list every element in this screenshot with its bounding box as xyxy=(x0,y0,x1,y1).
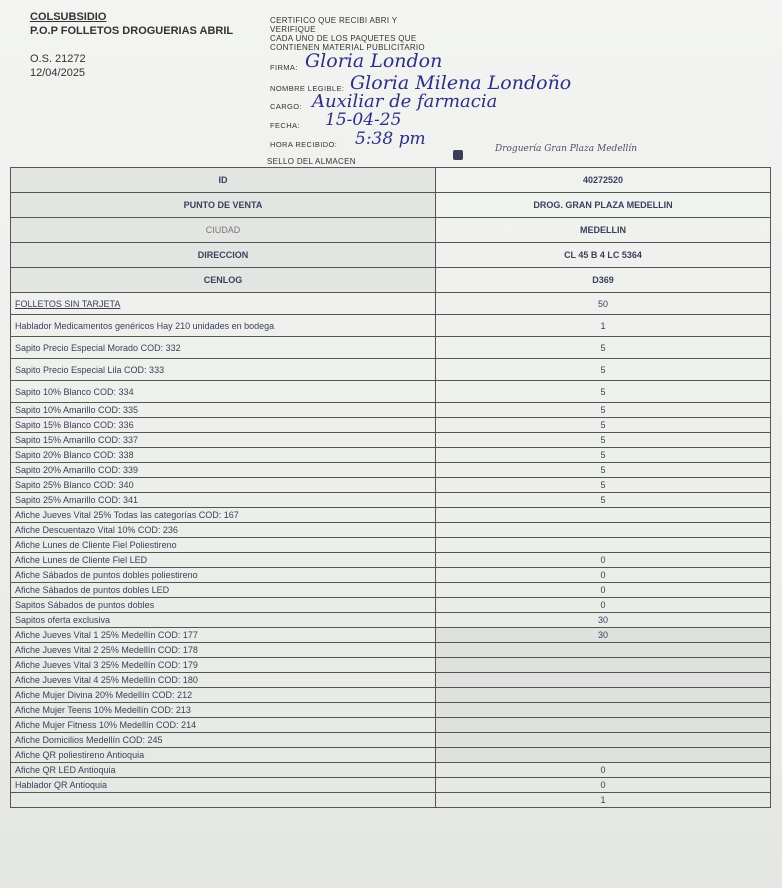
table-row xyxy=(11,688,771,703)
table-row xyxy=(11,538,771,553)
item-name: Afiche Mujer Fitness 10% Medellín COD: 214 xyxy=(11,718,436,733)
table-row xyxy=(11,337,771,359)
item-name: Afiche Jueves Vital 2 25% Medellín COD: 178 xyxy=(11,643,436,658)
cert-line: CADA UNO DE LOS PAQUETES QUE xyxy=(270,34,417,43)
item-quantity xyxy=(436,748,771,763)
summary-label: CIUDAD xyxy=(11,218,436,243)
item-quantity xyxy=(436,538,771,553)
cert-line: CONTIENEN MATERIAL PUBLICITARIO xyxy=(270,43,425,52)
summary-row xyxy=(11,193,771,218)
table-row xyxy=(11,463,771,478)
item-quantity: 0 xyxy=(436,583,771,598)
table-row xyxy=(11,381,771,403)
item-quantity: 5 xyxy=(436,463,771,478)
table-row xyxy=(11,493,771,508)
item-name: Afiche Jueves Vital 3 25% Medellín COD: 179 xyxy=(11,658,436,673)
item-quantity: 5 xyxy=(436,478,771,493)
item-quantity: 0 xyxy=(436,553,771,568)
item-quantity: 5 xyxy=(436,381,771,403)
fecha-label: FECHA: xyxy=(270,121,300,130)
table-row xyxy=(11,613,771,628)
item-quantity: 5 xyxy=(436,418,771,433)
hora-value: 5:38 pm xyxy=(355,129,426,149)
item-quantity xyxy=(436,718,771,733)
table-row xyxy=(11,315,771,337)
item-quantity xyxy=(436,688,771,703)
item-name: Afiche QR poliestireno Antioquia xyxy=(11,748,436,763)
summary-row xyxy=(11,168,771,193)
document-date: 12/04/2025 xyxy=(30,67,86,79)
document-subtitle: P.O.P FOLLETOS DROGUERIAS ABRIL xyxy=(30,25,234,37)
cert-line: CERTIFICO QUE RECIBI ABRI Y xyxy=(270,16,398,25)
table-row xyxy=(11,673,771,688)
firma-label: FIRMA: xyxy=(270,63,298,72)
table-row xyxy=(11,748,771,763)
item-quantity: 1 xyxy=(436,315,771,337)
hora-label: HORA RECIBIDO: xyxy=(270,140,338,149)
item-name: Sapito 15% Amarillo COD: 337 xyxy=(11,433,436,448)
item-quantity xyxy=(436,703,771,718)
table-row xyxy=(11,628,771,643)
table-row xyxy=(11,523,771,538)
cargo-label: CARGO: xyxy=(270,102,302,111)
item-name: Sapitos oferta exclusiva xyxy=(11,613,436,628)
item-name: Afiche Descuentazo Vital 10% COD: 236 xyxy=(11,523,436,538)
summary-label: CENLOG xyxy=(11,268,436,293)
item-quantity: 0 xyxy=(436,763,771,778)
store-stamp: Droguería Gran Plaza Medellín xyxy=(495,144,638,154)
fecha-value: 15-04-25 xyxy=(325,110,402,130)
stamp-logo-icon xyxy=(453,150,463,160)
summary-label: DIRECCION xyxy=(11,243,436,268)
summary-value: DROG. GRAN PLAZA MEDELLIN xyxy=(436,193,771,218)
item-quantity: 5 xyxy=(436,359,771,381)
item-name: Sapito 20% Amarillo COD: 339 xyxy=(11,463,436,478)
summary-value: 40272520 xyxy=(436,168,771,193)
item-name: Sapito 20% Blanco COD: 338 xyxy=(11,448,436,463)
item-quantity: 5 xyxy=(436,337,771,359)
item-name: Hablador Medicamentos genéricos Hay 210 unidades en bodega xyxy=(11,315,436,337)
item-name: Sapitos Sábados de puntos dobles xyxy=(11,598,436,613)
certificate-text xyxy=(270,16,425,52)
item-name: Afiche Mujer Divina 20% Medellín COD: 212 xyxy=(11,688,436,703)
table-row xyxy=(11,733,771,748)
item-name: Afiche Sábados de puntos dobles LED xyxy=(11,583,436,598)
item-quantity: 0 xyxy=(436,568,771,583)
item-name: Sapito 25% Blanco COD: 340 xyxy=(11,478,436,493)
summary-row xyxy=(11,268,771,293)
table-row xyxy=(11,793,771,808)
item-name: Afiche Sábados de puntos dobles poliestireno xyxy=(11,568,436,583)
order-number: O.S. 21272 xyxy=(30,53,86,65)
table-row xyxy=(11,478,771,493)
table-row xyxy=(11,583,771,598)
item-quantity xyxy=(436,733,771,748)
table-row xyxy=(11,359,771,381)
item-quantity: 0 xyxy=(436,778,771,793)
item-name: FOLLETOS SIN TARJETA xyxy=(11,293,436,315)
summary-value: MEDELLIN xyxy=(436,218,771,243)
summary-label: PUNTO DE VENTA xyxy=(11,193,436,218)
table-row xyxy=(11,658,771,673)
table-row xyxy=(11,718,771,733)
item-name: Afiche QR LED Antioquia xyxy=(11,763,436,778)
item-name: Afiche Lunes de Cliente Fiel LED xyxy=(11,553,436,568)
item-quantity: 30 xyxy=(436,628,771,643)
item-name: Sapito 10% Amarillo COD: 335 xyxy=(11,403,436,418)
item-name: Sapito 25% Amarillo COD: 341 xyxy=(11,493,436,508)
table-row xyxy=(11,448,771,463)
item-quantity: 5 xyxy=(436,403,771,418)
table-row xyxy=(11,433,771,448)
item-quantity: 5 xyxy=(436,493,771,508)
item-name: Hablador QR Antioquia xyxy=(11,778,436,793)
table-row xyxy=(11,643,771,658)
table-row xyxy=(11,553,771,568)
cargo-value: Auxiliar de farmacia xyxy=(312,91,498,112)
item-quantity xyxy=(436,508,771,523)
item-quantity: 50 xyxy=(436,293,771,315)
nombre-value: Gloria Milena Londoño xyxy=(350,72,572,94)
table-row xyxy=(11,703,771,718)
table-row xyxy=(11,508,771,523)
summary-row xyxy=(11,243,771,268)
table-row xyxy=(11,293,771,315)
firma-signature: Gloria London xyxy=(305,50,443,72)
header-block xyxy=(30,10,233,80)
item-quantity: 5 xyxy=(436,433,771,448)
summary-row xyxy=(11,218,771,243)
item-quantity: 5 xyxy=(436,448,771,463)
table-row xyxy=(11,778,771,793)
item-name xyxy=(11,793,436,808)
summary-value: CL 45 B 4 LC 5364 xyxy=(436,243,771,268)
item-name: Afiche Jueves Vital 1 25% Medellín COD: 177 xyxy=(11,628,436,643)
nombre-label: NOMBRE LEGIBLE: xyxy=(270,84,345,93)
item-quantity: 30 xyxy=(436,613,771,628)
item-quantity: 1 xyxy=(436,793,771,808)
table-row xyxy=(11,598,771,613)
item-name: Afiche Mujer Teens 10% Medellín COD: 213 xyxy=(11,703,436,718)
summary-label: ID xyxy=(11,168,436,193)
company-name: COLSUBSIDIO xyxy=(30,11,107,23)
item-name: Sapito 10% Blanco COD: 334 xyxy=(11,381,436,403)
table-body xyxy=(11,168,771,808)
summary-value: D369 xyxy=(436,268,771,293)
sello-label: SELLO DEL ALMACEN xyxy=(267,157,356,166)
item-quantity xyxy=(436,673,771,688)
table-row xyxy=(11,568,771,583)
item-name: Afiche Jueves Vital 4 25% Medellín COD: 180 xyxy=(11,673,436,688)
item-quantity xyxy=(436,658,771,673)
item-name: Sapito 15% Blanco COD: 336 xyxy=(11,418,436,433)
item-name: Afiche Jueves Vital 25% Todas las categorías COD: 167 xyxy=(11,508,436,523)
item-quantity xyxy=(436,643,771,658)
item-name: Sapito Precio Especial Lila COD: 333 xyxy=(11,359,436,381)
cert-line: VERIFIQUE xyxy=(270,25,316,34)
item-quantity xyxy=(436,523,771,538)
item-name: Afiche Lunes de Cliente Fiel Poliestireno xyxy=(11,538,436,553)
item-quantity: 0 xyxy=(436,598,771,613)
pop-material-table xyxy=(10,167,771,808)
table-row xyxy=(11,763,771,778)
item-name: Afiche Domicilios Medellín COD: 245 xyxy=(11,733,436,748)
table-row xyxy=(11,418,771,433)
table-row xyxy=(11,403,771,418)
item-name: Sapito Precio Especial Morado COD: 332 xyxy=(11,337,436,359)
